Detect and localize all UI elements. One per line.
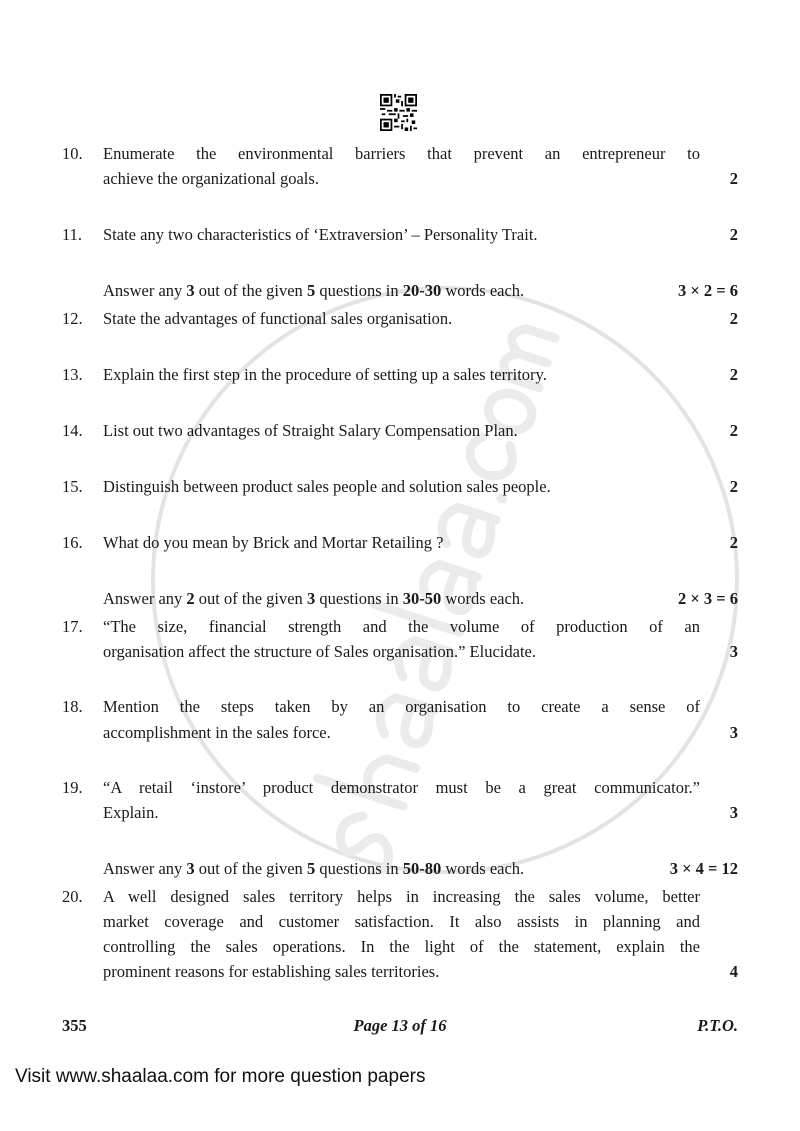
paper-code: 355 — [62, 1016, 87, 1035]
question-text: Explain the first step in the procedure of setting up a sales territory. — [103, 365, 547, 384]
question-marks: 2 — [729, 365, 738, 384]
pto-label: P.T.O. — [697, 1016, 738, 1035]
instr-words: 50-80 — [402, 859, 442, 878]
question-text: List out two advantages of Straight Salary Compensation Plan. — [103, 421, 518, 440]
question-marks: 3 — [729, 723, 738, 742]
question-marks: 2 — [729, 309, 738, 328]
question-text: market coverage and customer satisfaction. It also assists in planning and — [103, 912, 700, 931]
question-marks: 3 — [729, 803, 738, 822]
page-number: Page 13 of 16 — [353, 1016, 447, 1035]
question-text: State any two characteristics of ‘Extraversion’ – Personality Trait. — [103, 225, 538, 244]
question-text: controlling the sales operations. In the light of the statement, explain the — [103, 937, 700, 956]
question-text: achieve the organizational goals. — [103, 169, 319, 188]
question-number: 19. — [62, 778, 83, 797]
section-marks: 3 × 2 = 6 — [677, 281, 738, 300]
instr-text: questions in — [315, 589, 403, 608]
question-text: organisation affect the structure of Sales organisation.” Elucidate. — [103, 642, 536, 661]
question-number: 15. — [62, 477, 83, 496]
question-marks: 2 — [729, 421, 738, 440]
question-marks: 2 — [729, 169, 738, 188]
section-marks: 2 × 3 = 6 — [677, 589, 738, 608]
question-number: 17. — [62, 617, 83, 636]
instr-text: questions in — [315, 859, 403, 878]
instr-text: out of the given — [194, 859, 307, 878]
question-marks: 2 — [729, 225, 738, 244]
question-text: prominent reasons for establishing sales territories. — [103, 962, 440, 981]
instr-text: Answer any — [103, 281, 187, 300]
question-text: “The size, financial strength and the volume of production of an — [103, 617, 700, 636]
instr-text: out of the given — [194, 589, 307, 608]
question-text: Explain. — [103, 803, 159, 822]
question-text: accomplishment in the sales force. — [103, 723, 331, 742]
question-number: 12. — [62, 309, 83, 328]
instr-text: out of the given — [194, 281, 307, 300]
section-marks: 3 × 4 = 12 — [669, 859, 738, 878]
question-text: Enumerate the environmental barriers that prevent an entrepreneur to — [103, 144, 700, 163]
instr-words: 30-50 — [402, 589, 442, 608]
instr-text: words each. — [441, 589, 525, 608]
question-text: State the advantages of functional sales organisation. — [103, 309, 453, 328]
question-number: 10. — [62, 144, 83, 163]
question-marks: 4 — [729, 962, 738, 981]
instr-text: Answer any — [103, 589, 187, 608]
question-number: 16. — [62, 533, 83, 552]
question-number: 14. — [62, 421, 83, 440]
promo-banner: Visit www.shaalaa.com for more question papers — [15, 1066, 426, 1087]
question-text: What do you mean by Brick and Mortar Retailing ? — [103, 533, 444, 552]
question-marks: 2 — [729, 477, 738, 496]
question-text: “A retail ‘instore’ product demonstrator must be a great communicator.” — [103, 778, 700, 797]
question-number: 20. — [62, 887, 83, 906]
instr-total: 3 — [306, 589, 316, 608]
question-text: Mention the steps taken by an organisation to create a sense of — [103, 697, 700, 716]
instr-text: Answer any — [103, 859, 187, 878]
instr-count: 2 — [186, 589, 195, 608]
instr-text: words each. — [441, 859, 525, 878]
instr-count: 3 — [186, 281, 195, 300]
instr-words: 20-30 — [402, 281, 442, 300]
instr-text: words each. — [441, 281, 525, 300]
instr-count: 3 — [186, 859, 195, 878]
instr-total: 5 — [306, 859, 316, 878]
question-marks: 2 — [729, 533, 738, 552]
instr-total: 5 — [306, 281, 316, 300]
question-number: 13. — [62, 365, 83, 384]
question-text: Distinguish between product sales people and solution sales people. — [103, 477, 551, 496]
question-number: 11. — [62, 225, 83, 244]
question-text: A well designed sales territory helps in increasing the sales volume, better — [103, 887, 700, 906]
question-number: 18. — [62, 697, 83, 716]
instr-text: questions in — [315, 281, 403, 300]
question-marks: 3 — [729, 642, 738, 661]
